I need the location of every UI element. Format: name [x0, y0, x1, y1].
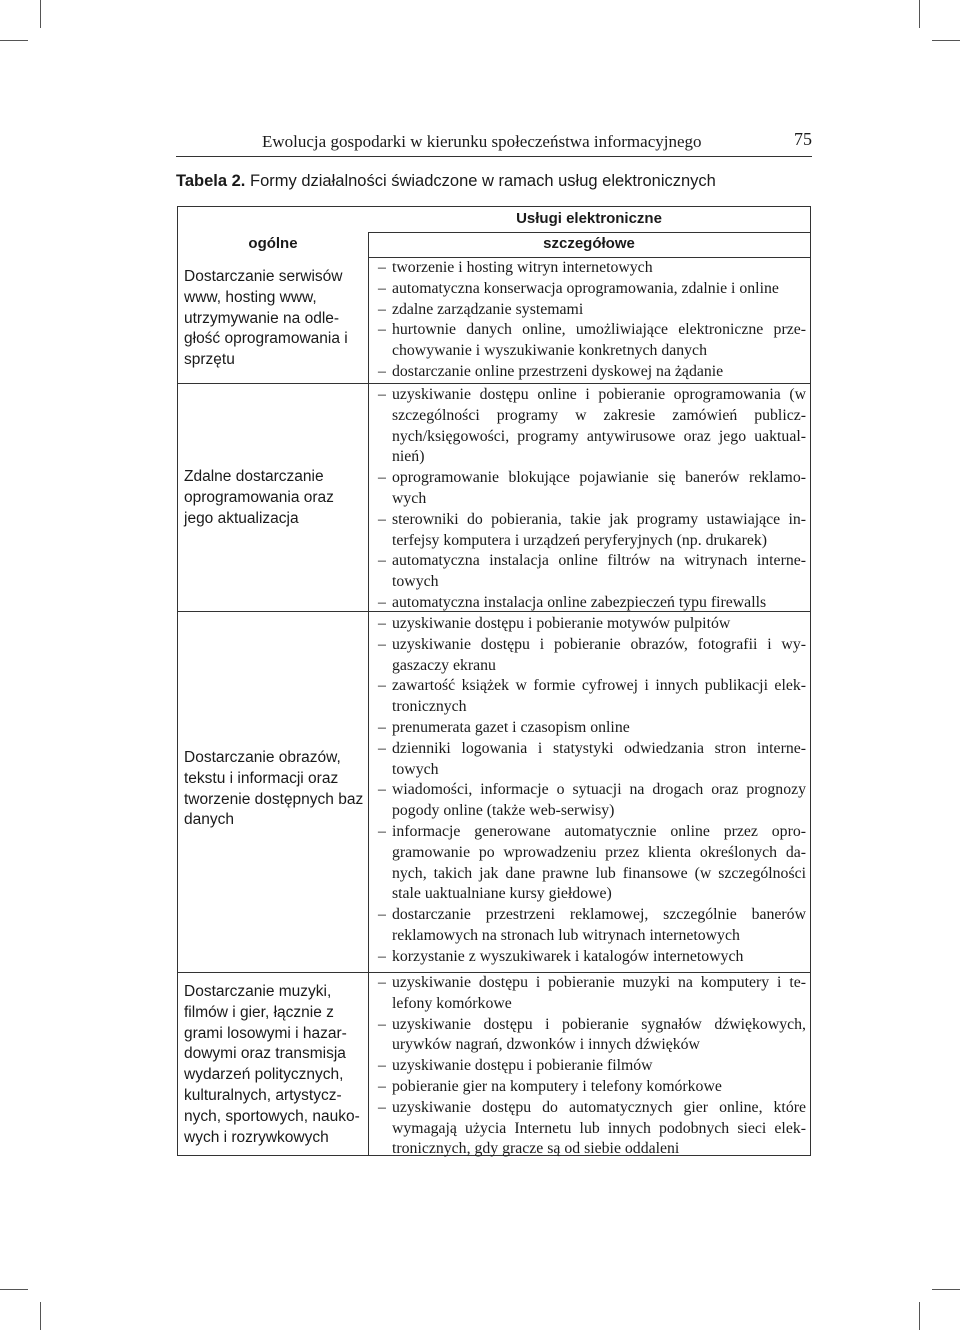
- list-item: – dzienniki logowania i statystyki odwiedzania stron interne-towych: [378, 739, 806, 778]
- list-item: – uzyskiwanie dostępu i pobieranie obrazów, fotografii i wy-gaszaczy ekranu: [378, 635, 806, 674]
- dash-bullet: –: [378, 1077, 386, 1095]
- list-item: – zawartość książek w formie cyfrowej i innych publikacji elek-tronicznych: [378, 677, 806, 716]
- list-item: – dostarczanie przestrzeni reklamowej, szczególnie banerów reklamowych na stronach lub witrynach internetowych: [378, 906, 806, 944]
- list-item: – dostarczanie online przestrzeni dyskowej na żądanie: [378, 362, 806, 383]
- dash-bullet: –: [378, 947, 386, 965]
- dash-bullet: –: [378, 510, 386, 528]
- general-cell: Zdalne dostarczanie oprogramowania oraz jego aktualizacja: [184, 468, 334, 527]
- crop-mark: [0, 1289, 28, 1290]
- list-item: – pobieranie gier na komputery i telefony komórkowe: [378, 1077, 806, 1098]
- dash-bullet: –: [378, 615, 386, 632]
- list-item: – sterowniki do pobierania, takie jak programy ustawiające in-terfejsy komputera i urządzeń peryferyjnych (np. drukarek): [378, 510, 806, 549]
- column-header-detailed: szczegółowe: [543, 235, 635, 252]
- crop-mark: [932, 1289, 960, 1290]
- list-item: – prenumerata gazet i czasopism online: [378, 718, 806, 739]
- list-item: – uzyskiwanie dostępu i pobieranie motywów pulpitów: [378, 614, 806, 635]
- detailed-cell: [378, 258, 806, 383]
- detailed-cell: [378, 385, 806, 614]
- list-item: – uzyskiwanie dostępu i pobieranie muzyki na komputery i te-lefony komórkowe: [378, 974, 806, 1012]
- dash-bullet: –: [378, 321, 386, 339]
- dash-bullet: –: [378, 279, 386, 297]
- list-item: – tworzenie i hosting witryn internetowych: [378, 258, 806, 279]
- column-header-general: ogólne: [248, 235, 298, 252]
- page-number: 75: [794, 129, 812, 149]
- list-item: – oprogramowanie blokujące pojawianie się banerów reklamo-wych: [378, 469, 806, 507]
- list-item: – automatyczna instalacja online filtrów na witrynach interne-towych: [378, 552, 806, 591]
- list-item: – korzystanie z wyszukiwarek i katalogów internetowych: [378, 947, 806, 968]
- crop-mark: [40, 0, 41, 28]
- list-item: – uzyskiwanie dostępu i pobieranie sygnałów dźwiękowych, urywków nagrań, dzwonków i innych dźwięków: [378, 1015, 806, 1054]
- crop-mark: [919, 1302, 920, 1330]
- list-item: – zdalne zarządzanie systemami: [378, 300, 806, 321]
- dash-bullet: –: [378, 677, 386, 695]
- list-item: – automatyczna konserwacja oprogramowania, zdalnie i online: [378, 279, 806, 300]
- dash-bullet: –: [378, 386, 386, 403]
- dash-bullet: –: [378, 362, 386, 380]
- dash-bullet: –: [378, 822, 386, 840]
- column-divider: [368, 232, 369, 1155]
- crop-mark: [40, 1302, 41, 1330]
- list-item: – wiadomości, informacje o sytuacji na drogach oraz prognozy pogody online (także web-serwisy): [378, 781, 806, 820]
- table-caption: [176, 172, 716, 191]
- crop-mark: [0, 40, 28, 41]
- dash-bullet: –: [378, 906, 386, 924]
- dash-bullet: –: [378, 300, 386, 318]
- dash-bullet: –: [378, 552, 386, 570]
- general-cell: Dostarczanie muzyki, filmów i gier, łącznie z grami losowymi i hazar-dowymi oraz transmisja wydarzeń politycznych, kulturalnych, artystycz-nych, sportowych, nauko-wych i rozrywkowych: [184, 983, 360, 1146]
- list-item: – informacje generowane automatycznie online przez opro-gramowanie po wprowadzeniu przez klienta określonych da-nych, takich jak dane prawne lub finansowe (w szczególności stale uaktualniane kursy giełdowe): [378, 822, 806, 903]
- table-caption-text: Formy działalności świadczone w ramach usług elektronicznych: [250, 172, 716, 190]
- running-header-title: Ewolucja gospodarki w kierunku społeczeństwa informacyjnego: [262, 132, 702, 151]
- general-cell: Dostarczanie obrazów, tekstu i informacji oraz tworzenie dostępnych baz danych: [184, 749, 364, 829]
- dash-bullet: –: [378, 781, 386, 799]
- detailed-cell: [378, 973, 806, 1160]
- dash-bullet: –: [378, 635, 386, 653]
- dash-bullet: –: [378, 739, 386, 757]
- general-cell: Dostarczanie serwisów www, hosting www, utrzymywanie na odle-głość oprogramowania i sprzętu: [184, 268, 348, 369]
- dash-bullet: –: [378, 1015, 386, 1033]
- detailed-cell: [378, 614, 806, 968]
- dash-bullet: –: [378, 718, 386, 736]
- crop-mark: [919, 0, 920, 28]
- crop-mark: [932, 40, 960, 41]
- table-caption-label: Tabela 2.: [176, 172, 246, 190]
- dash-bullet: –: [378, 974, 386, 991]
- list-item: – uzyskiwanie dostępu do automatycznych gier online, które wymagają użycia Internetu lub innych podobnych sieci elek-tronicznych, gdy gracze są od siebie oddaleni: [378, 1098, 806, 1158]
- list-item: – uzyskiwanie dostępu online i pobieranie oprogramowania (w szczególności programy w zakresie zamówień publicz-nych/księgowości, programy antywirusowe oraz jego uaktual-nień): [378, 386, 806, 466]
- row-divider: [178, 383, 810, 384]
- dash-bullet: –: [378, 593, 386, 611]
- dash-bullet: –: [378, 1057, 386, 1075]
- running-header: [176, 126, 812, 157]
- row-divider: [368, 232, 810, 233]
- dash-bullet: –: [378, 469, 386, 487]
- list-item: – hurtownie danych online, umożliwiające elektroniczne prze-chowywanie i wyszukiwanie konkretnych danych: [378, 321, 806, 360]
- dash-bullet: –: [378, 259, 386, 276]
- list-item: – uzyskiwanie dostępu i pobieranie filmów: [378, 1056, 806, 1077]
- dash-bullet: –: [378, 1098, 386, 1116]
- list-item: – automatyczna instalacja online zabezpieczeń typu firewalls: [378, 593, 806, 614]
- table-top-header: Usługi elektroniczne: [516, 210, 662, 227]
- services-table: [177, 206, 811, 1156]
